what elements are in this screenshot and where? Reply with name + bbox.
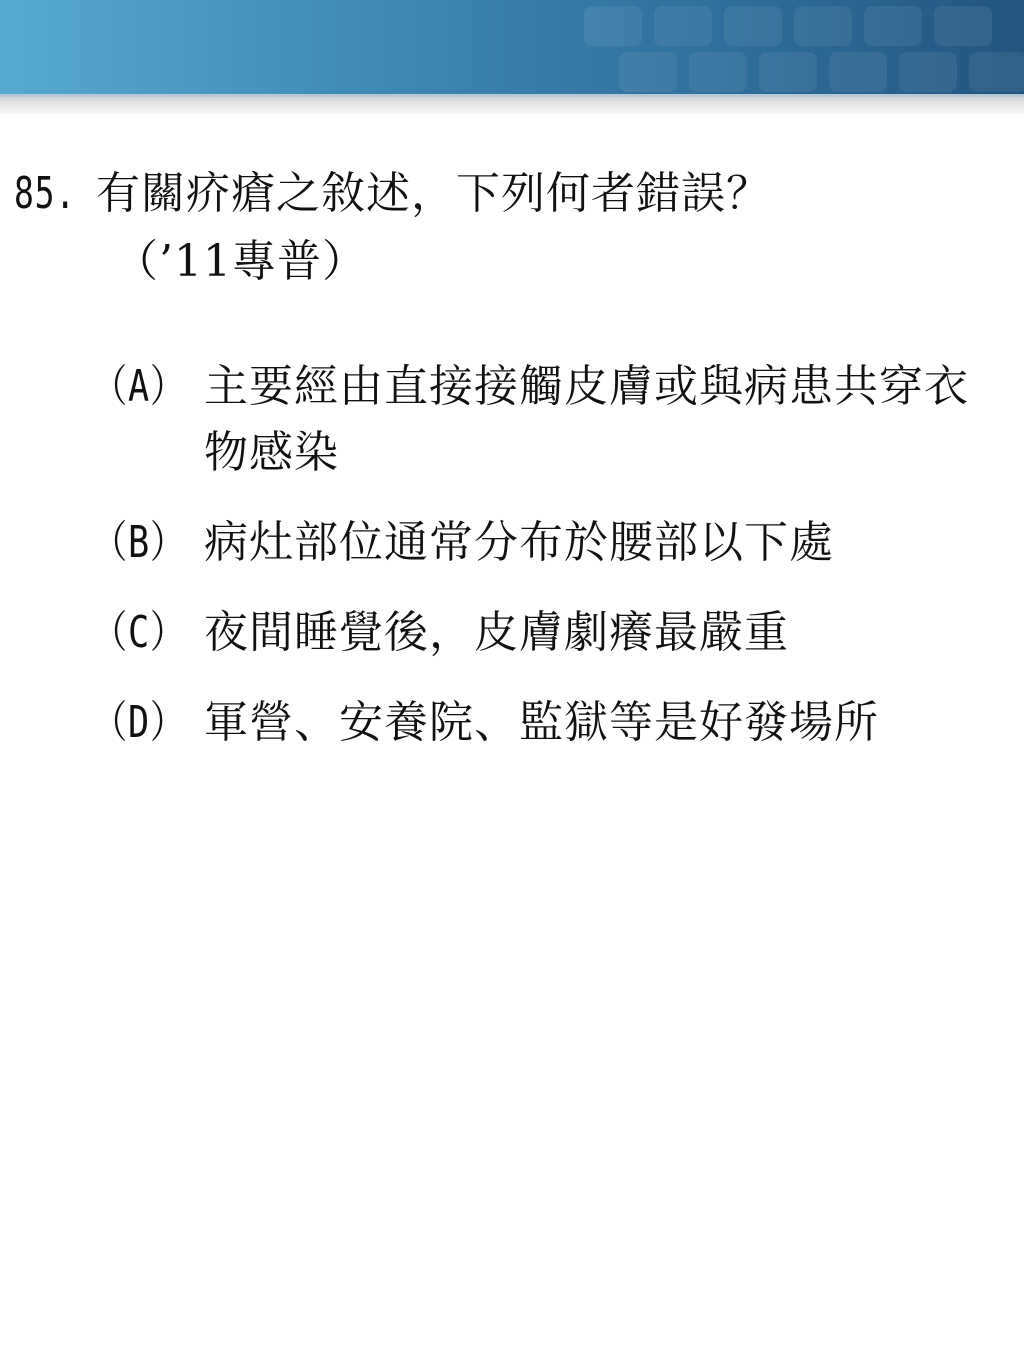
option-list <box>92 354 1012 780</box>
option-label: （B） <box>92 517 186 568</box>
option-label: （C） <box>92 607 186 658</box>
option-label: （D） <box>92 697 186 748</box>
option-c <box>92 600 1012 666</box>
question-source: （’11專普） <box>114 236 367 287</box>
header-divider <box>0 94 1024 114</box>
option-text: 軍營、安養院、監獄等是好發場所 <box>204 697 879 748</box>
option-text: 主要經由直接接觸皮膚或與病患共穿衣物感染 <box>204 361 969 478</box>
header-tile-pattern <box>564 0 1024 94</box>
option-b <box>92 510 1012 576</box>
option-label: （A） <box>92 361 186 412</box>
option-text: 病灶部位通常分布於腰部以下處 <box>204 517 834 568</box>
option-text: 夜間睡覺後，皮膚劇癢最嚴重 <box>204 607 789 658</box>
question-number: 85. <box>14 168 76 219</box>
option-d <box>92 690 1012 756</box>
question-text: 有關疥瘡之敘述，下列何者錯誤？ <box>96 168 771 219</box>
option-a <box>92 354 1012 486</box>
header-band <box>0 0 1024 94</box>
question <box>14 160 771 296</box>
question-line <box>14 160 771 228</box>
